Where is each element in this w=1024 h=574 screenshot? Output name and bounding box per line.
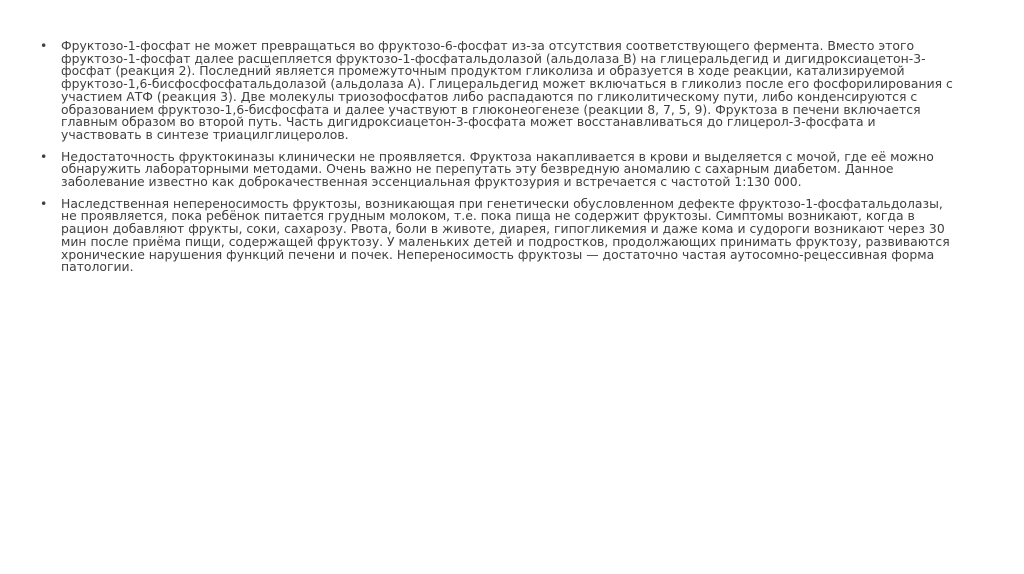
- paragraph-fructose-1-phosphate: Фруктозо-1-фосфат не может превращаться во фруктозо-6-фосфат из-за отсутствия соответствующего фермента. Вместо этого фруктозо-1-фосфат далее расщепляется фруктозо-1-фосфатальдолазой (альдолаза В) на глицеральдегид и дигидроксиацетон-3-фосфат (реакция 2). Последний является промежуточным продуктом гликолиза и образуется в ходе реакции, катализируемой фруктозо-1,6-бисфосфосфатальдолазой (альдолаза А). Глицеральдегид может включаться в гликолиз после его фосфорилирования с участием АТФ (реакция 3). Две молекулы триозофосфатов либо распадаются по гликолитическому пути, либо конденсируются с образованием фруктозо-1,6-бисфосфата и далее участвуют в глюконеогенезе (реакции 8, 7, 5, 9). Фруктоза в печени включается главным образом во второй путь. Часть дигидроксиацетон-3-фосфата может восстанавливаться до глицерол-3-фосфата и участвовать в синтезе триацилглицеролов.: [61, 38, 953, 142]
- bullet-icon: •: [40, 38, 48, 53]
- bullet-list: [40, 40, 960, 283]
- paragraph-hereditary-fructose-intolerance: Наследственная непереносимость фруктозы, возникающая при генетически обусловленном дефекте фруктозо-1-фосфатальдолазы, не проявляется, пока ребёнок питается грудным молоком, т.е. пока пища не содержит фруктозы. Симптомы возникают, когда в рацион добавляют фрукты, соки, сахарозу. Рвота, боли в животе, диарея, гипогликемия и даже кома и судороги возникают через 30 мин после приёма пищи, содержащей фруктозу. У маленьких детей и подростков, продолжающих принимать фруктозу, развиваются хронические нарушения функций печени и почек. Непереносимость фруктозы — достаточно частая аутосомно-рецессивная форма патологии.: [61, 195, 950, 275]
- paragraph-fructokinase-deficiency: Недостаточность фруктокиназы клинически не проявляется. Фруктоза накапливается в крови и выделяется с мочой, где её можно обнаружить лабораторными методами. Очень важно не перепутать эту безвредную аномалию с сахарным диабетом. Данное заболевание известно как доброкачественная эссенциальная фруктозурия и встречается с частотой 1:130 000.: [61, 148, 934, 190]
- list-item: [40, 40, 960, 142]
- list-item: [40, 195, 960, 275]
- bullet-icon: •: [40, 148, 48, 164]
- bullet-icon: •: [40, 195, 48, 211]
- list-item: [40, 148, 960, 190]
